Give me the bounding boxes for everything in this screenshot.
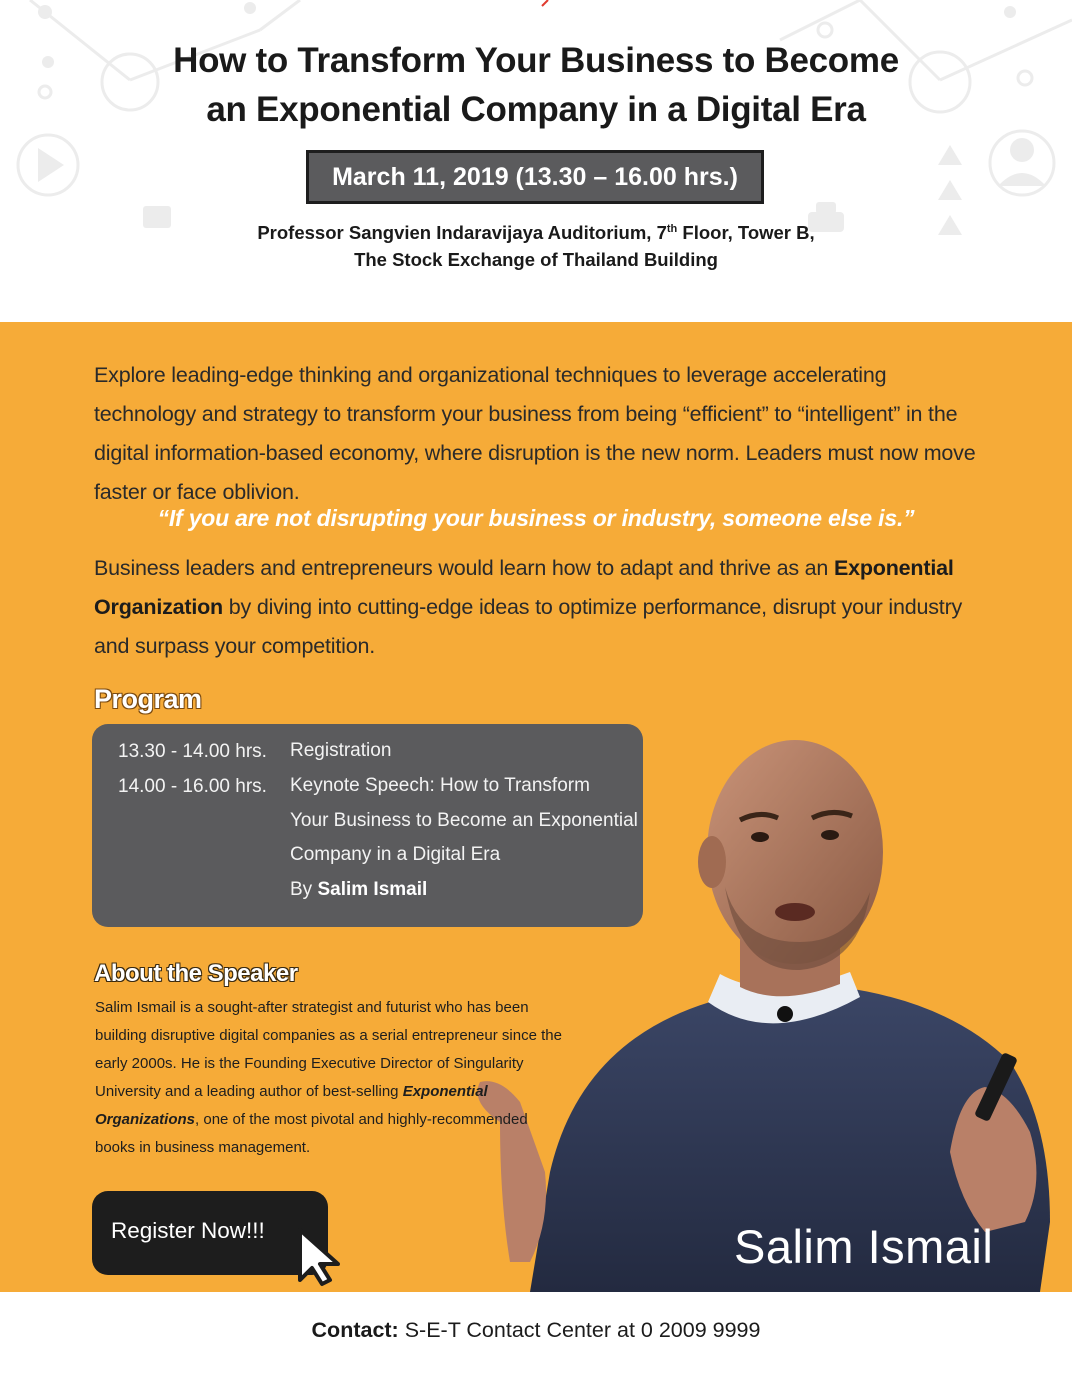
contact-label: Contact: [311,1318,399,1342]
event-title-line1: How to Transform Your Business to Become [173,41,899,80]
pointer-cursor-icon [292,1226,352,1288]
by-label: By [290,878,318,900]
venue-line1-ordinal: th [666,223,678,235]
schedule-time: 14.00 - 16.00 hrs. [118,776,267,797]
venue-line1 [0,219,1072,246]
schedule-desc-line: Keynote Speech: How to Transform [290,775,590,796]
bio-book-title: Exponential Organizations [95,1083,488,1128]
schedule-time: 13.30 - 14.00 hrs. [118,741,267,762]
schedule-desc-line: Your Business to Become an Exponential [290,809,638,831]
program-schedule [92,724,643,927]
bio-text-b: , one of the most pivotal and highly-recommended books in business management. [95,1111,528,1156]
event-title-line2: an Exponential Company in a Digital Era [206,90,866,129]
about-speaker-heading: About the Speaker [94,960,298,987]
lead-paragraph [94,549,994,666]
content-panel [0,322,1072,1292]
speaker-bio [95,994,570,1162]
speaker-name-caption: Salim Ismail [734,1220,994,1273]
header [0,0,1072,322]
lead-emphasis: Exponential Organization [94,556,954,619]
speaker-name-inline: Salim Ismail [317,878,428,900]
schedule-desc-line: Company in a Digital Era [290,844,501,865]
lead-text-a: Business leaders and entrepreneurs would learn how to adapt and thrive as an [94,556,834,580]
schedule-speaker-credit [290,873,650,908]
register-now-button[interactable]: Register Now!!! [92,1191,328,1275]
intro-paragraph: Explore leading-edge thinking and organizational techniques to leverage accelerating technology and strategy to transform your business from being “efficient” to “intelligent” in the digital information-based economy, where disruption is the new norm. Leaders must now move faster or face oblivion. [94,363,976,504]
venue-line1-a: Professor Sangvien Indaravijaya Auditorium, 7 [257,222,667,243]
schedule-desc: Registration [290,740,392,761]
contact-footer [0,1292,1072,1375]
bio-text-a: Salim Ismail is a sought-after strategist and futurist who has been building disruptive digital companies as a serial entrepreneur since the early 2000s. He is the Founding Executive Director of Singularity University and a leading author of best-selling [95,999,562,1100]
highlight-quote: “If you are not disrupting your business or industry, someone else is.” [157,505,915,531]
venue-line2: The Stock Exchange of Thailand Building [354,249,718,270]
event-venue [0,219,1072,273]
contact-text: S-E-T Contact Center at 0 2009 9999 [398,1318,761,1342]
event-title [0,36,1072,134]
event-date-badge: March 11, 2019 (13.30 – 16.00 hrs.) [306,150,764,204]
venue-line1-b: Floor, Tower B, [677,222,815,243]
program-heading: Program [94,684,202,714]
lead-text-b: by diving into cutting-edge ideas to optimize performance, disrupt your industry and surpass your competition. [94,595,963,658]
schedule-desc [290,769,650,907]
